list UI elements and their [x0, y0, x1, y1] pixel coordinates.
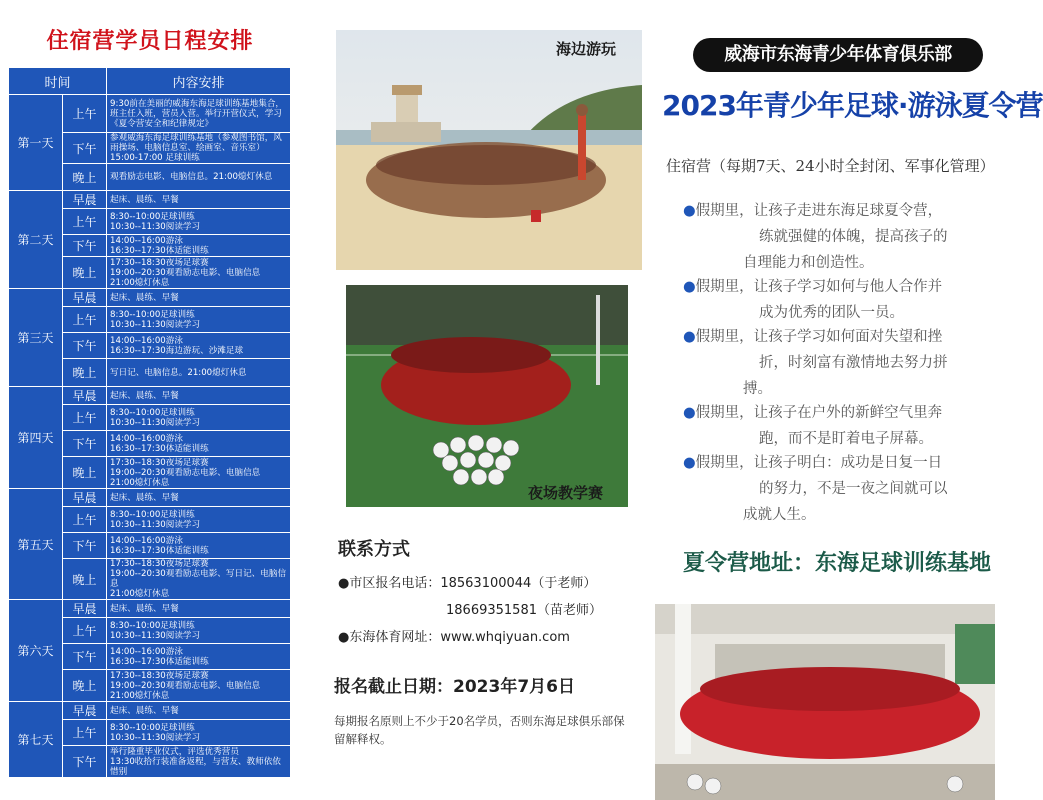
schedule-activity: 8:30--10:00足球训练 10:30--11:30阅读学习: [107, 507, 291, 533]
bullet-line: 的努力，不是一夜之间就可以: [759, 481, 948, 497]
signup-note: 每期报名原则上不少于20名学员，否则东海足球俱乐部保留解释权。: [334, 714, 625, 746]
schedule-day-label: 第六天: [9, 600, 63, 702]
schedule-period: 上午: [63, 95, 107, 133]
schedule-period: 晚上: [63, 359, 107, 387]
promo-bullet: [683, 274, 978, 326]
schedule-table: [8, 67, 291, 778]
schedule-day-label: 第三天: [9, 289, 63, 387]
schedule-activity: 14:00--16:00游泳 16:30--17:30体适能训练: [107, 533, 291, 559]
schedule-period: 早晨: [63, 289, 107, 307]
bullet-line: 练就强健的体魄，提高孩子的: [759, 229, 948, 245]
schedule-activity: 起床、晨练、早餐: [107, 702, 291, 720]
schedule-row: [9, 289, 291, 307]
promo-bullet: [683, 450, 978, 528]
bullet-line: 自理能力和创造性。: [743, 255, 874, 271]
schedule-row: [9, 191, 291, 209]
schedule-period: 晚上: [63, 257, 107, 289]
beach-caption: 海边游玩: [556, 40, 617, 58]
schedule-period: 下午: [63, 533, 107, 559]
schedule-day-label: 第五天: [9, 489, 63, 600]
night-match-photo: [346, 285, 628, 507]
schedule-activity: 起床、晨练、早餐: [107, 489, 291, 507]
schedule-activity: 17:30--18:30夜场足球赛 19:00--20:30观看励志电影、写日记、电脑信息 21:00熄灯休息: [107, 559, 291, 600]
promo-bullet: [683, 324, 978, 402]
bullet-line: 假期里，让孩子学习如何面对失望和挫: [695, 329, 943, 345]
promo-bullet: [683, 198, 978, 276]
schedule-activity: 起床、晨练、早餐: [107, 600, 291, 618]
schedule-row: [9, 489, 291, 507]
schedule-activity: 8:30--10:00足球训练 10:30--11:30阅读学习: [107, 307, 291, 333]
night-caption: 夜场教学赛: [528, 484, 604, 502]
schedule-activity: 17:30--18:30夜场足球赛 19:00--20:30观看励志电影、电脑信息 21:00熄灯休息: [107, 257, 291, 289]
schedule-period: 下午: [63, 333, 107, 359]
schedule-period: 上午: [63, 507, 107, 533]
bullet-dot-icon: ●: [683, 203, 696, 219]
schedule-period: 早晨: [63, 191, 107, 209]
bullet-dot-icon: ●: [683, 405, 696, 421]
schedule-activity: 举行隆重毕业仪式，评选优秀营员 13:30收拾行装准备返程，与营友、教师依依惜别: [107, 746, 291, 778]
header-content: 内容安排: [107, 68, 291, 95]
schedule-period: 上午: [63, 307, 107, 333]
schedule-activity: 9:30前在美丽的威海东海足球训练基地集合，班主任入班，营员入营。举行开营仪式，学习《夏令营安全和纪律规定》: [107, 95, 291, 133]
schedule-period: 上午: [63, 618, 107, 644]
schedule-activity: 17:30--18:30夜场足球赛 19:00--20:30观看励志电影、电脑信息 21:00熄灯休息: [107, 457, 291, 489]
schedule-period: 上午: [63, 209, 107, 235]
schedule-day-label: 第一天: [9, 95, 63, 191]
schedule-activity: 14:00--16:00游泳 16:30--17:30海边游玩、沙滩足球: [107, 333, 291, 359]
header-time: 时间: [9, 68, 107, 95]
schedule-period: 上午: [63, 720, 107, 746]
schedule-activity: 14:00--16:00游泳 16:30--17:30体适能训练: [107, 431, 291, 457]
bullet-line: 成为优秀的团队一员。: [759, 305, 904, 321]
schedule-activity: 14:00--16:00游泳 16:30--17:30体适能训练: [107, 644, 291, 670]
bullet-line: 假期里，让孩子学习如何与他人合作并: [695, 279, 943, 295]
schedule-activity: 8:30--10:00足球训练 10:30--11:30阅读学习: [107, 720, 291, 746]
schedule-activity: 观看励志电影、电脑信息。21:00熄灯休息: [107, 164, 291, 191]
bullet-line: 假期里，让孩子明白：成功是日复一日: [695, 455, 943, 471]
bullet-line: 假期里，让孩子走进东海足球夏令营，: [695, 203, 943, 219]
bullet-dot-icon: ●: [683, 329, 696, 345]
schedule-period: 早晨: [63, 387, 107, 405]
schedule-period: 下午: [63, 431, 107, 457]
schedule-day-label: 第四天: [9, 387, 63, 489]
schedule-activity: 起床、晨练、早餐: [107, 289, 291, 307]
promo-bullet: [683, 400, 978, 452]
schedule-period: 晚上: [63, 457, 107, 489]
contact-website: ●东海体育网址：www.whqiyuan.com: [338, 630, 570, 645]
schedule-activity: 8:30--10:00足球训练 10:30--11:30阅读学习: [107, 209, 291, 235]
schedule-period: 下午: [63, 235, 107, 257]
schedule-period: 上午: [63, 405, 107, 431]
camp-subtitle: 住宿营（每期7天、24小时全封闭、军事化管理）: [666, 157, 995, 175]
schedule-activity: 参观威海东海足球训练基地（参观图书馆，风雨操场、电脑信息室、绘画室、音乐室） 15:00-17:00 足球训练: [107, 133, 291, 164]
schedule-activity: 17:30--18:30夜场足球赛 19:00--20:30观看励志电影、电脑信息 21:00熄灯休息: [107, 670, 291, 702]
bullet-line: 搏。: [743, 381, 772, 397]
schedule-title: 住宿营学员日程安排: [46, 29, 254, 54]
schedule-activity: 14:00--16:00游泳 16:30--17:30体适能训练: [107, 235, 291, 257]
schedule-period: 晚上: [63, 670, 107, 702]
club-name-banner: 威海市东海青少年体育俱乐部: [693, 38, 983, 72]
bullet-line: 假期里，让孩子在户外的新鲜空气里奔: [695, 405, 943, 421]
group-photo: [655, 604, 995, 800]
schedule-row: [9, 600, 291, 618]
camp-address: 夏令营地址：东海足球训练基地: [683, 551, 992, 576]
schedule-day-label: 第二天: [9, 191, 63, 289]
signup-deadline: 报名截止日期：2023年7月6日: [334, 677, 575, 697]
schedule-period: 早晨: [63, 600, 107, 618]
schedule-row: [9, 387, 291, 405]
schedule-period: 下午: [63, 644, 107, 670]
camp-title: 2023年青少年足球·游泳夏令营: [662, 89, 1043, 122]
schedule-period: 晚上: [63, 559, 107, 600]
schedule-period: 下午: [63, 746, 107, 778]
contact-phone-1: ●市区报名电话：18563100044（于老师）: [338, 576, 597, 591]
bullet-line: 折，时刻富有激情地去努力拼: [759, 355, 948, 371]
schedule-activity: 起床、晨练、早餐: [107, 387, 291, 405]
contact-phone-2: 18669351581（苗老师）: [446, 603, 602, 618]
schedule-activity: 写日记、电脑信息。21:00熄灯休息: [107, 359, 291, 387]
schedule-activity: 8:30--10:00足球训练 10:30--11:30阅读学习: [107, 405, 291, 431]
contact-title: 联系方式: [338, 539, 410, 560]
schedule-panel: [0, 0, 300, 800]
bullet-dot-icon: ●: [683, 279, 696, 295]
beach-photo: [336, 30, 642, 270]
schedule-period: 下午: [63, 133, 107, 164]
schedule-activity: 起床、晨练、早餐: [107, 191, 291, 209]
schedule-row: [9, 95, 291, 133]
bullet-line: 成就人生。: [743, 507, 816, 523]
schedule-row: [9, 702, 291, 720]
bullet-line: 跑，而不是盯着电子屏幕。: [759, 431, 933, 447]
schedule-day-label: 第七天: [9, 702, 63, 778]
schedule-period: 早晨: [63, 489, 107, 507]
schedule-period: 晚上: [63, 164, 107, 191]
schedule-activity: 8:30--10:00足球训练 10:30--11:30阅读学习: [107, 618, 291, 644]
schedule-period: 早晨: [63, 702, 107, 720]
bullet-dot-icon: ●: [683, 455, 696, 471]
